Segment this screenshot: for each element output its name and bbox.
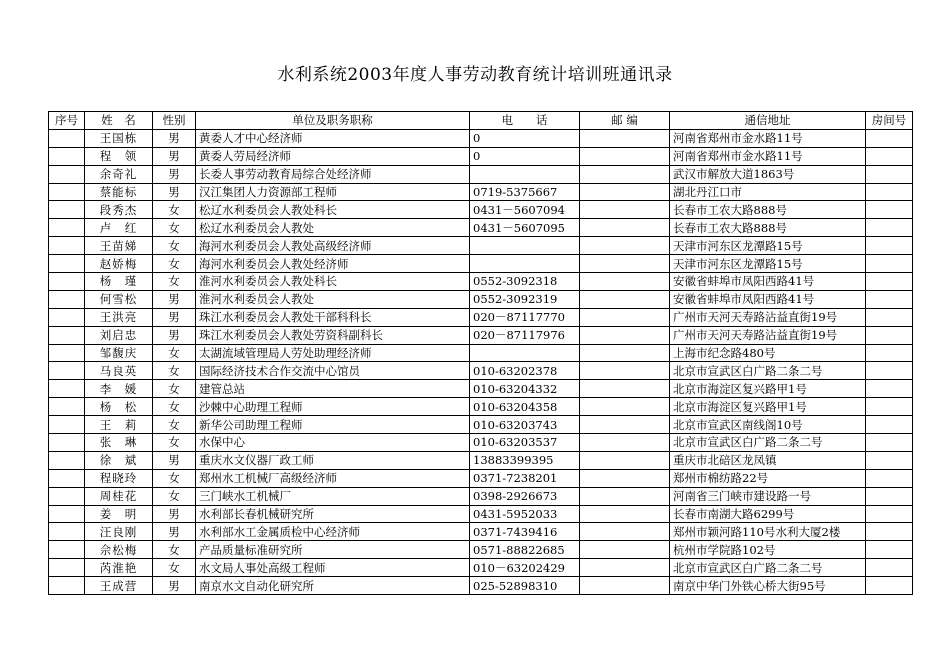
phone-number: 0552-3092318 — [470, 273, 580, 291]
unit-title: 淮河水利委员会人教处 — [196, 290, 470, 308]
unit-title: 水利部水工金属质检中心经济师 — [196, 523, 470, 541]
person-name: 段秀杰 — [85, 201, 153, 219]
phone-number: 0719-5375667 — [470, 183, 580, 201]
mailing-address: 北京市宣武区南线阁10号 — [670, 416, 866, 434]
room-number — [866, 523, 913, 541]
postal-code — [580, 219, 670, 237]
table-row — [49, 398, 913, 416]
phone-number — [470, 344, 580, 362]
gender: 男 — [153, 165, 196, 183]
person-name: 刘启忠 — [85, 326, 153, 344]
mailing-address: 河南省郑州市金水路11号 — [670, 147, 866, 165]
unit-title: 黄委人劳局经济师 — [196, 147, 470, 165]
table-row — [49, 165, 913, 183]
mailing-address: 北京市海淀区复兴路甲1号 — [670, 380, 866, 398]
gender: 男 — [153, 183, 196, 201]
phone-number: 0431－5607094 — [470, 201, 580, 219]
room-number — [866, 237, 913, 255]
postal-code — [580, 559, 670, 577]
row-number — [49, 255, 85, 273]
person-name: 杨 瑾 — [85, 273, 153, 291]
table-row — [49, 487, 913, 505]
document-title: 水利系统2003年度人事劳动教育统计培训班通讯录 — [277, 65, 673, 85]
postal-code — [580, 308, 670, 326]
postal-code — [580, 201, 670, 219]
mailing-address: 河南省郑州市金水路11号 — [670, 129, 866, 147]
person-name: 蔡能标 — [85, 183, 153, 201]
mailing-address: 天津市河东区龙潭路15号 — [670, 237, 866, 255]
person-name: 王 莉 — [85, 416, 153, 434]
table-row — [49, 219, 913, 237]
phone-number — [470, 255, 580, 273]
row-number — [49, 451, 85, 469]
person-name: 汪良刚 — [85, 523, 153, 541]
room-number — [866, 577, 913, 595]
gender: 男 — [153, 523, 196, 541]
mailing-address: 安徽省蚌埠市凤阳西路41号 — [670, 273, 866, 291]
room-number — [866, 541, 913, 559]
postal-code — [580, 147, 670, 165]
gender: 女 — [153, 344, 196, 362]
row-number — [49, 344, 85, 362]
mailing-address: 北京市宣武区白广路二条二号 — [670, 559, 866, 577]
person-name: 王国栋 — [85, 129, 153, 147]
header-unit: 单位及职务职称 — [196, 112, 470, 130]
table-row — [49, 380, 913, 398]
phone-number: 0 — [470, 129, 580, 147]
postal-code — [580, 129, 670, 147]
row-number — [49, 505, 85, 523]
person-name: 程晓玲 — [85, 469, 153, 487]
room-number — [866, 559, 913, 577]
gender: 女 — [153, 416, 196, 434]
person-name: 周桂花 — [85, 487, 153, 505]
gender: 男 — [153, 505, 196, 523]
unit-title: 海河水利委员会人教处高级经济师 — [196, 237, 470, 255]
table-row — [49, 129, 913, 147]
table-row — [49, 344, 913, 362]
unit-title: 重庆水文仪器厂政工师 — [196, 451, 470, 469]
row-number — [49, 326, 85, 344]
postal-code — [580, 183, 670, 201]
phone-number: 0571-88822685 — [470, 541, 580, 559]
header-address: 通信地址 — [670, 112, 866, 130]
mailing-address: 郑州市棉纺路22号 — [670, 469, 866, 487]
table-row — [49, 290, 913, 308]
room-number — [866, 219, 913, 237]
person-name: 何雪松 — [85, 290, 153, 308]
row-number — [49, 273, 85, 291]
row-number — [49, 380, 85, 398]
room-number — [866, 147, 913, 165]
table-row — [49, 147, 913, 165]
header-sex: 性别 — [153, 112, 196, 130]
row-number — [49, 147, 85, 165]
table-row — [49, 451, 913, 469]
room-number — [866, 273, 913, 291]
room-number — [866, 308, 913, 326]
unit-title: 国际经济技术合作交流中心馆员 — [196, 362, 470, 380]
row-number — [49, 219, 85, 237]
gender: 女 — [153, 541, 196, 559]
room-number — [866, 380, 913, 398]
person-name: 赵娇梅 — [85, 255, 153, 273]
gender: 男 — [153, 147, 196, 165]
table-row — [49, 416, 913, 434]
row-number — [49, 559, 85, 577]
person-name: 王成营 — [85, 577, 153, 595]
mailing-address: 北京市宣武区白广路二条二号 — [670, 434, 866, 452]
person-name: 李 媛 — [85, 380, 153, 398]
mailing-address: 上海市纪念路480号 — [670, 344, 866, 362]
unit-title: 郑州水工机械厂高级经济师 — [196, 469, 470, 487]
person-name: 佘松梅 — [85, 541, 153, 559]
row-number — [49, 487, 85, 505]
table-header-row — [49, 112, 913, 130]
gender: 男 — [153, 290, 196, 308]
table-row — [49, 541, 913, 559]
row-number — [49, 362, 85, 380]
phone-number: 010-63202378 — [470, 362, 580, 380]
gender: 女 — [153, 237, 196, 255]
person-name: 程 领 — [85, 147, 153, 165]
person-name: 马良英 — [85, 362, 153, 380]
table-row — [49, 559, 913, 577]
postal-code — [580, 434, 670, 452]
room-number — [866, 290, 913, 308]
postal-code — [580, 326, 670, 344]
unit-title: 黄委人才中心经济师 — [196, 129, 470, 147]
header-room: 房间号 — [866, 112, 913, 130]
row-number — [49, 416, 85, 434]
unit-title: 建管总站 — [196, 380, 470, 398]
person-name: 张 琳 — [85, 434, 153, 452]
gender: 女 — [153, 398, 196, 416]
unit-title: 珠江水利委员会人教处干部科科长 — [196, 308, 470, 326]
table-row — [49, 362, 913, 380]
mailing-address: 武汉市解放大道1863号 — [670, 165, 866, 183]
row-number — [49, 237, 85, 255]
mailing-address: 南京中华门外铁心桥大街95号 — [670, 577, 866, 595]
phone-number: 025-52898310 — [470, 577, 580, 595]
unit-title: 产品质量标准研究所 — [196, 541, 470, 559]
unit-title: 水文局人事处高级工程师 — [196, 559, 470, 577]
mailing-address: 河南省三门峡市建设路一号 — [670, 487, 866, 505]
mailing-address: 长春市南湖大路6299号 — [670, 505, 866, 523]
phone-number: 020－87117976 — [470, 326, 580, 344]
postal-code — [580, 451, 670, 469]
unit-title: 沙棘中心助理工程师 — [196, 398, 470, 416]
gender: 女 — [153, 380, 196, 398]
person-name: 杨 松 — [85, 398, 153, 416]
unit-title: 珠江水利委员会人教处劳资科副科长 — [196, 326, 470, 344]
mailing-address: 郑州市颖河路110号水利大厦2楼 — [670, 523, 866, 541]
gender: 男 — [153, 577, 196, 595]
unit-title: 水利部长春机械研究所 — [196, 505, 470, 523]
postal-code — [580, 487, 670, 505]
mailing-address: 长春市工农大路888号 — [670, 219, 866, 237]
postal-code — [580, 344, 670, 362]
row-number — [49, 290, 85, 308]
unit-title: 松辽水利委员会人教处科长 — [196, 201, 470, 219]
person-name: 芮淮艳 — [85, 559, 153, 577]
gender: 女 — [153, 201, 196, 219]
postal-code — [580, 362, 670, 380]
gender: 女 — [153, 362, 196, 380]
postal-code — [580, 290, 670, 308]
room-number — [866, 451, 913, 469]
postal-code — [580, 165, 670, 183]
gender: 男 — [153, 129, 196, 147]
gender: 女 — [153, 559, 196, 577]
phone-number — [470, 165, 580, 183]
phone-number: 13883399395 — [470, 451, 580, 469]
phone-number: 0552-3092319 — [470, 290, 580, 308]
row-number — [49, 577, 85, 595]
unit-title: 南京水文自动化研究所 — [196, 577, 470, 595]
header-name: 姓 名 — [85, 112, 153, 130]
mailing-address: 湖北丹江口市 — [670, 183, 866, 201]
mailing-address: 广州市天河天寿路沾益直街19号 — [670, 308, 866, 326]
row-number — [49, 183, 85, 201]
unit-title: 太湖流域管理局人劳处助理经济师 — [196, 344, 470, 362]
table-row — [49, 523, 913, 541]
table-row — [49, 255, 913, 273]
mailing-address: 天津市河东区龙潭路15号 — [670, 255, 866, 273]
person-name: 卢 红 — [85, 219, 153, 237]
postal-code — [580, 416, 670, 434]
room-number — [866, 416, 913, 434]
room-number — [866, 487, 913, 505]
postal-code — [580, 273, 670, 291]
person-name: 余奇礼 — [85, 165, 153, 183]
phone-number: 010-63204358 — [470, 398, 580, 416]
mailing-address: 安徽省蚌埠市凤阳西路41号 — [670, 290, 866, 308]
phone-number: 0 — [470, 147, 580, 165]
directory-table — [48, 111, 913, 595]
table-row — [49, 308, 913, 326]
gender: 女 — [153, 469, 196, 487]
postal-code — [580, 255, 670, 273]
table-row — [49, 469, 913, 487]
mailing-address: 北京市宣武区白广路二条二号 — [670, 362, 866, 380]
phone-number: 010－63202429 — [470, 559, 580, 577]
phone-number: 010-63203537 — [470, 434, 580, 452]
row-number — [49, 434, 85, 452]
postal-code — [580, 577, 670, 595]
table-row — [49, 577, 913, 595]
table-row — [49, 201, 913, 219]
row-number — [49, 541, 85, 559]
postal-code — [580, 523, 670, 541]
room-number — [866, 469, 913, 487]
row-number — [49, 469, 85, 487]
gender: 女 — [153, 273, 196, 291]
room-number — [866, 398, 913, 416]
row-number — [49, 165, 85, 183]
person-name: 王洪亮 — [85, 308, 153, 326]
row-number — [49, 201, 85, 219]
phone-number — [470, 237, 580, 255]
postal-code — [580, 237, 670, 255]
unit-title: 淮河水利委员会人教处科长 — [196, 273, 470, 291]
postal-code — [580, 398, 670, 416]
table-row — [49, 273, 913, 291]
gender: 男 — [153, 308, 196, 326]
mailing-address: 广州市天河天寿路沾益直街19号 — [670, 326, 866, 344]
unit-title: 水保中心 — [196, 434, 470, 452]
phone-number: 0371-7439416 — [470, 523, 580, 541]
postal-code — [580, 469, 670, 487]
room-number — [866, 505, 913, 523]
table-body — [49, 129, 913, 594]
table-row — [49, 237, 913, 255]
room-number — [866, 183, 913, 201]
table-row — [49, 326, 913, 344]
postal-code — [580, 380, 670, 398]
phone-number: 0398-2926673 — [470, 487, 580, 505]
phone-number: 0371-7238201 — [470, 469, 580, 487]
room-number — [866, 344, 913, 362]
unit-title: 海河水利委员会人教处经济师 — [196, 255, 470, 273]
phone-number: 0431-5952033 — [470, 505, 580, 523]
mailing-address: 长春市工农大路888号 — [670, 201, 866, 219]
gender: 女 — [153, 255, 196, 273]
mailing-address: 北京市海淀区复兴路甲1号 — [670, 398, 866, 416]
room-number — [866, 255, 913, 273]
row-number — [49, 308, 85, 326]
table-row — [49, 183, 913, 201]
postal-code — [580, 541, 670, 559]
unit-title: 松辽水利委员会人教处 — [196, 219, 470, 237]
room-number — [866, 362, 913, 380]
phone-number: 010-63203743 — [470, 416, 580, 434]
postal-code — [580, 505, 670, 523]
gender: 男 — [153, 326, 196, 344]
phone-number: 010-63204332 — [470, 380, 580, 398]
room-number — [866, 434, 913, 452]
row-number — [49, 398, 85, 416]
header-phone: 电 话 — [470, 112, 580, 130]
gender: 女 — [153, 434, 196, 452]
person-name: 姜 明 — [85, 505, 153, 523]
unit-title: 汉江集团人力资源部工程师 — [196, 183, 470, 201]
room-number — [866, 201, 913, 219]
gender: 女 — [153, 487, 196, 505]
room-number — [866, 165, 913, 183]
unit-title: 新华公司助理工程师 — [196, 416, 470, 434]
person-name: 邹馥庆 — [85, 344, 153, 362]
phone-number: 0431－5607095 — [470, 219, 580, 237]
header-no: 序号 — [49, 112, 85, 130]
gender: 男 — [153, 451, 196, 469]
person-name: 王苗娣 — [85, 237, 153, 255]
room-number — [866, 129, 913, 147]
phone-number: 020－87117770 — [470, 308, 580, 326]
unit-title: 三门峡水工机械厂 — [196, 487, 470, 505]
row-number — [49, 523, 85, 541]
gender: 女 — [153, 219, 196, 237]
table-row — [49, 505, 913, 523]
unit-title: 长委人事劳动教育局综合处经济师 — [196, 165, 470, 183]
table-row — [49, 434, 913, 452]
row-number — [49, 129, 85, 147]
header-zip: 邮 编 — [580, 112, 670, 130]
person-name: 徐 斌 — [85, 451, 153, 469]
room-number — [866, 326, 913, 344]
mailing-address: 杭州市学院路102号 — [670, 541, 866, 559]
mailing-address: 重庆市北碚区龙凤镇 — [670, 451, 866, 469]
